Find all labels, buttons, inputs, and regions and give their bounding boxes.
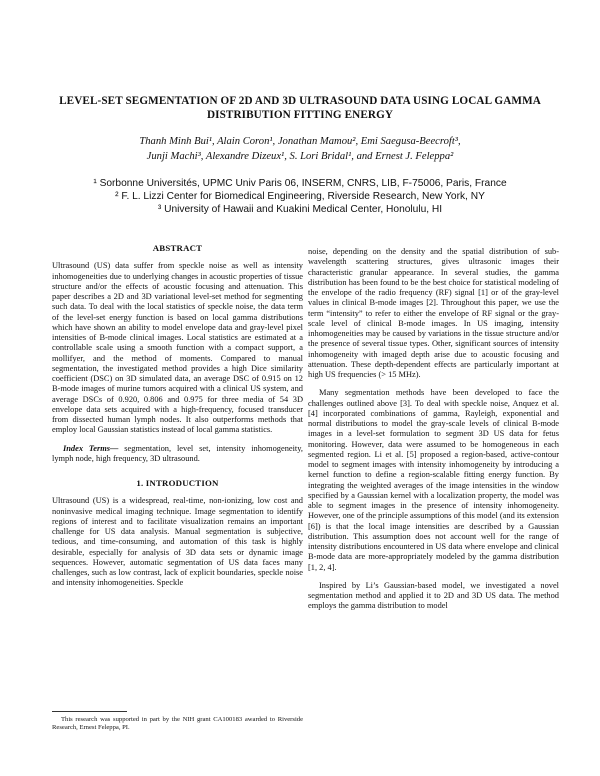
index-terms xyxy=(52,444,303,465)
footnote-text: This research was supported in part by the NIH grant CA100183 awarded to Riverside Research, Ernest Feleppa, PI. xyxy=(52,716,303,731)
intro-heading: 1. INTRODUCTION xyxy=(136,478,219,488)
affiliations xyxy=(40,177,560,216)
paragraph-inspired: Inspired by Li’s Gaussian-based model, we investigated a novel segmentation method and applied it to 2D and 3D US data. The method employs the gamma distribution to model xyxy=(308,580,559,611)
footnote-rule xyxy=(52,711,127,712)
affiliation-3: ³ University of Hawaii and Kuakini Medical Center, Honolulu, HI xyxy=(157,204,443,215)
abstract-text: Ultrasound (US) data suffer from speckle noise as well as intensity inhomogeneities due to underlying changes in acoustic properties of tissue structure and/or the effects of acoustic focusing and attenuation. This paper describes a 2D and 3D variational level-set method for segmenting such data. To deal with the local statistics of speckle noise, the data term of the level-set energy function is based on local gamma distributions which have shown an ability to model envelope data and gray-level pixel intensities of B-mode clinical images. Local statistics are estimated at a controllable scale using a smooth function with a compact support, a mollifyer, and the method of moments. Compared to manual segmentation, the investigated method provides a high Dice similarity coefficient (DSC) on 3D simulated data, an average DSC of 0.915 on 12 B-mode images of murine tumors acquired with a clinical US system, and average DSCs of 0.920, 0.806 and 0.975 for three media of 54 3D envelope data sets acquired with a high-frequency, focused transducer from dissected human lymph nodes. It also outperforms methods that employ local Gaussian statistics instead of local gamma statistics. xyxy=(52,261,303,435)
affiliation-1: ¹ Sorbonne Universités, UPMC Univ Paris 06, INSERM, CNRS, LIB, F-75006, Paris, France xyxy=(93,178,507,189)
right-column xyxy=(308,247,559,612)
index-terms-text: segmentation, level set, intensity inhomogeneity, lymph node, high frequency, 3D ultrasound. xyxy=(52,443,303,463)
intro-text: Ultrasound (US) is a widespread, real-time, non-ionizing, low cost and noninvasive medical imaging technique. Image segmentation to identify regions of interest and to facilitate visualization remains an important challenge for US data analysis. Manual segmentation is subjective, tedious, and time-consuming, and automation of this task is highly desirable, especially for analysis of 3D data sets or dynamic image sequences. However, automatic segmentation of US data faces many challenges, such as low contrast, lack of explicit boundaries, speckle noise and intensity inhomogeneities. Speckle xyxy=(52,496,303,588)
paper-title: LEVEL-SET SEGMENTATION OF 2D AND 3D ULTRASOUND DATA USING LOCAL GAMMA DISTRIBUTION FITTING ENERGY xyxy=(59,95,541,121)
affiliation-2: ² F. L. Lizzi Center for Biomedical Engineering, Riverside Research, New York, NY xyxy=(115,191,485,202)
paragraph-methods: Many segmentation methods have been developed to face the challenges outlined above [3]. To deal with speckle noise, Anquez et al. [4] incorporated combinations of gamma, Rayleigh, exponential and normal distributions to model the gray-scale levels of clinical B-mode images in a level-set formulation to segment 3D US data for fetus monitoring. However, data were assumed to be homogeneous in each segmented region. Li et al. [5] proposed a region-based, active-contour model to segment images with intensity inhomogeneity by introducing a kernel function to define a region-scalable fitting energy function. By integrating the weighted averages of the image intensities in the window specified by a Gaussian kernel with a localization property, the model was able to segment images in the presence of intensity inhomogeneity. However, one of the principle assumptions of this model (and its extension [6]) is that the local image intensities are described by a Gaussian distribution. This assumption does not account well for the range of intensity distributions encountered in US data where envelope and clinical B-mode data are more-appropriately modeled by the gamma distribution [1, 2, 4]. xyxy=(308,388,559,572)
index-terms-label: Index Terms— xyxy=(63,443,119,453)
left-column xyxy=(52,243,303,589)
abstract-heading: ABSTRACT xyxy=(152,243,203,253)
author-list xyxy=(40,134,560,164)
authors-line-1: Thanh Minh Bui¹, Alain Coron¹, Jonathan Mamou², Emi Saegusa-Beecroft³, xyxy=(139,136,461,147)
authors-line-2: Junji Machi³, Alexandre Dizeux¹, S. Lori Bridal¹, and Ernest J. Feleppa² xyxy=(146,151,454,162)
footnote xyxy=(52,716,303,732)
paragraph-speckle: noise, depending on the density and the spatial distribution of sub-wavelength scattering structures, gives ultrasonic images their characteristic granular appearance. In several studies, the gamma distribution has been found to be the best choice for statistical modeling of the envelope of the radio frequency (RF) signal [1] or of the gray-level values in clinical B-mode images [2]. Throughout this paper, we use the term “intensity” to refer to either the envelope of RF signal or the gray-scale level of clinical B-mode images. In US imaging, intensity inhomogeneities may be caused by variations in the tissue structure and/or the presence of several tissue types. Other, significant sources of intensity inhomogeneity with imaged depth arise due to acoustic focusing and attenuation. These depth-dependent effects are particularly important at high US frequencies (> 15 MHz). xyxy=(308,247,559,379)
